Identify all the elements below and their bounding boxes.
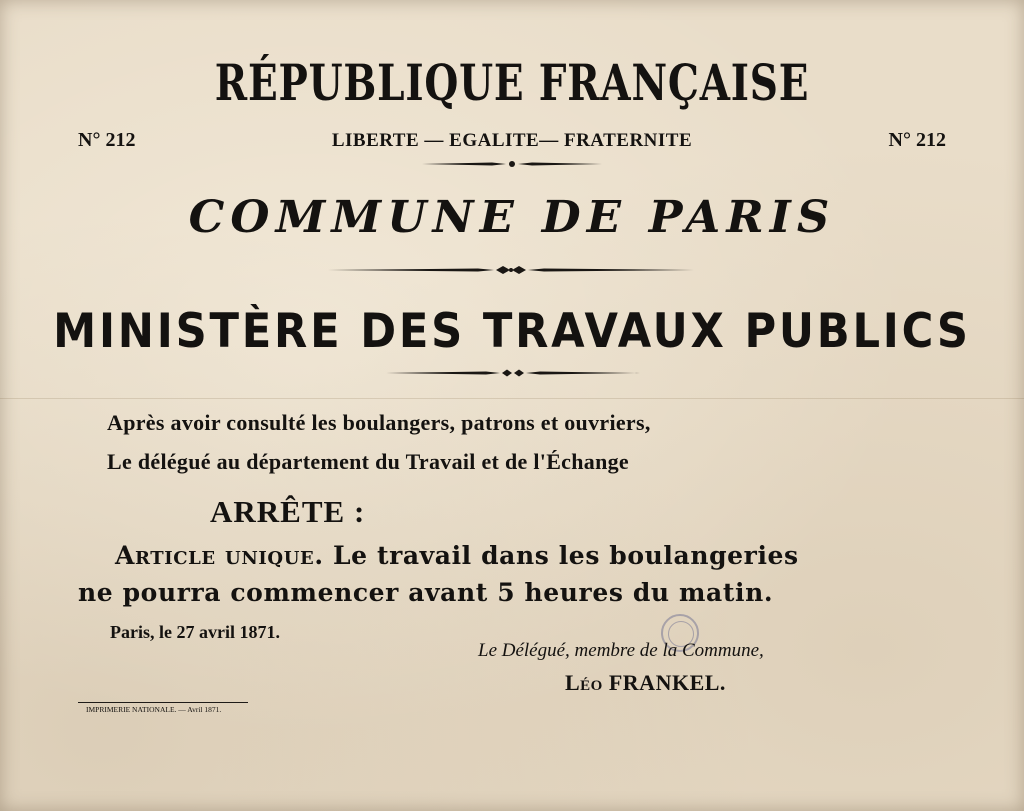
commune-title: COMMUNE DE PARIS [188, 192, 836, 243]
printer-imprint: IMPRIMERIE NATIONALE. — Avril 1871. [86, 705, 222, 714]
ornament-rule-medium [328, 263, 694, 277]
imprint-rule [78, 702, 248, 703]
decree-heading: ARRÊTE : [210, 494, 366, 529]
article-label: Article unique. [115, 541, 324, 570]
preamble-line-1: Après avoir consulté les boulangers, patrons et ouvriers, [107, 410, 651, 435]
article-line-2: ne pourra commencer avant 5 heures du matin. [78, 578, 774, 607]
ornament-rule-small [422, 158, 602, 170]
republic-title: RÉPUBLIQUE FRANÇAISE [214, 53, 810, 112]
poster-number-left: N° 212 [78, 129, 136, 151]
article-text: Le travail dans les boulangeries [332, 541, 799, 570]
preamble-line-2: Le délégué au département du Travail et de l'Échange [107, 449, 629, 474]
date-line: Paris, le 27 avril 1871. [110, 622, 280, 642]
ornament-rule-lower [386, 367, 640, 379]
ministry-title: MINISTÈRE DES TRAVAUX PUBLICS [53, 304, 971, 359]
motto: LIBERTE — EGALITE— FRATERNITE [331, 130, 693, 151]
poster-number-right: N° 212 [888, 129, 946, 151]
signatory-last-name: FRANKEL. [608, 670, 726, 695]
signatory-first-name: Léo [565, 670, 603, 695]
article-line-1 [115, 543, 799, 568]
signatory-role: Le Délégué, membre de la Commune, [478, 640, 764, 661]
signatory-name [565, 672, 726, 694]
fold-line [0, 398, 1024, 399]
